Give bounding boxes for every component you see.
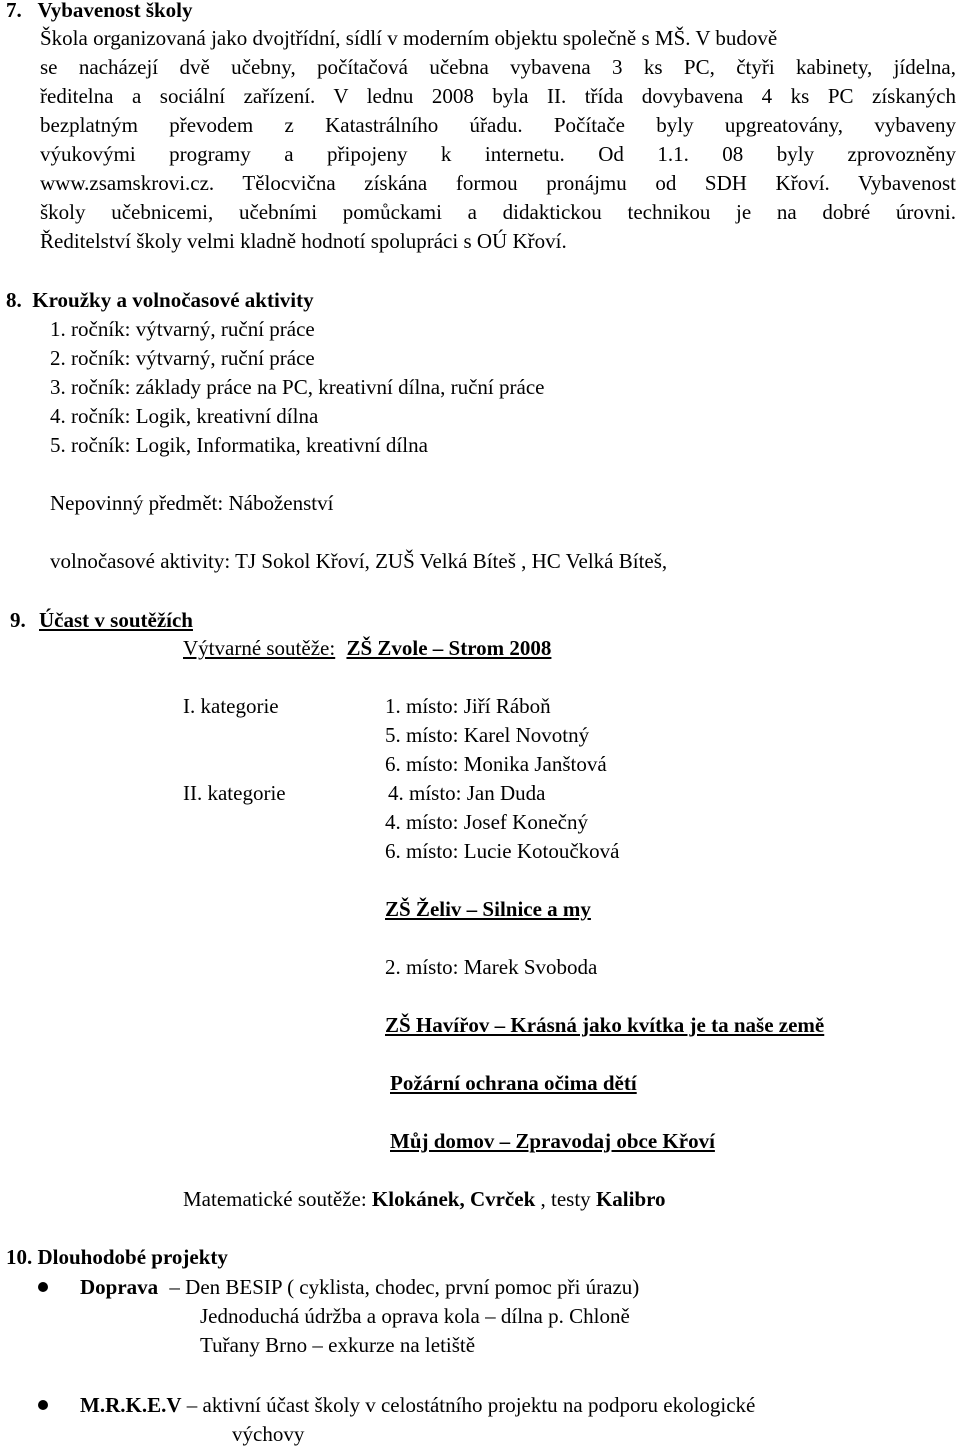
project-1-title: Doprava <box>80 1275 159 1299</box>
result-row: 2. místo: Marek Svoboda <box>385 955 598 979</box>
result-row: 4. místo: Josef Konečný <box>385 810 588 834</box>
section-9-heading <box>10 606 193 635</box>
section-7-line-1: Škola organizovaná jako dvojtřídní, sídlí v moderním objektu společně s MŠ. V budově <box>40 26 778 50</box>
leisure-activities: volnočasové aktivity: TJ Sokol Křoví, ZUŠ Velká Bíteš , HC Velká Bíteš, <box>50 549 668 573</box>
project-1-line <box>80 1273 639 1302</box>
project-2-detail: výchovy <box>232 1422 305 1446</box>
project-2-desc: – aktivní účast školy v celostátního projektu na podporu ekologické <box>181 1393 756 1417</box>
activity-item-3: 3. ročník: základy práce na PC, kreativní dílna, ruční práce <box>50 375 545 399</box>
activity-item-5: 5. ročník: Logik, Informatika, kreativní dílna <box>50 433 428 457</box>
section-9-title: Účast v soutěžích <box>39 608 193 632</box>
competition-title: Můj domov – Zpravodaj obce Křoví <box>390 1129 715 1153</box>
optional-subject: Nepovinný předmět: Náboženství <box>50 491 334 515</box>
math-separator: , testy <box>535 1187 596 1211</box>
project-1-detail: Tuřany Brno – exkurze na letiště <box>200 1333 476 1357</box>
competition-title: Požární ochrana očima dětí <box>390 1071 637 1095</box>
activity-item-4: 4. ročník: Logik, kreativní dílna <box>50 404 319 428</box>
math-competition-test: Kalibro <box>595 1187 666 1211</box>
section-7-line-3: ředitelna a sociální zařízení. V lednu 2008 byla II. třída dovybavena 4 ks PC získaných <box>40 84 956 108</box>
category-2-label: II. kategorie <box>183 781 286 805</box>
category-1-label: I. kategorie <box>183 694 279 718</box>
activity-item-1: 1. ročník: výtvarný, ruční práce <box>50 317 315 341</box>
math-competitions-label: Matematické soutěže: <box>183 1187 372 1211</box>
section-7-line-8: Ředitelství školy velmi kladně hodnotí spolupráci s OÚ Křoví. <box>40 229 567 253</box>
section-7-line-4: bezplatným převodem z Katastrálního úřadu. Počítače byly upgreatovány, vybaveny <box>40 113 956 137</box>
activity-item-2: 2. ročník: výtvarný, ruční práce <box>50 346 315 370</box>
section-9-number: 9. <box>10 608 26 632</box>
project-2-title: M.R.K.E.V <box>80 1393 182 1417</box>
bullet-icon <box>38 1400 48 1410</box>
section-8-heading: 8. Kroužky a volnočasové aktivity <box>6 288 314 312</box>
competition-title: ZŠ Zvole – Strom 2008 <box>346 636 552 660</box>
section-7-line-6: www.zsamskrovi.cz. Tělocvična získána formou pronájmu od SDH Křoví. Vybavenost <box>40 171 956 195</box>
section-10-heading: 10. Dlouhodobé projekty <box>6 1245 228 1269</box>
art-competitions-label: Výtvarné soutěže: <box>183 636 336 660</box>
section-7-line-2: se nacházejí dvě učebny, počítačová učebna vybavena 3 ks PC, čtyři kabinety, jídelna, <box>40 55 956 79</box>
project-1-detail: Jednoduchá údržba a oprava kola – dílna p. Chloně <box>200 1304 630 1328</box>
competition-title: ZŠ Havířov – Krásná jako kvítka je ta naše země <box>385 1013 825 1037</box>
project-1-desc: – Den BESIP ( cyklista, chodec, první pomoc při úrazu) <box>164 1275 640 1299</box>
section-7-heading: 7. Vybavenost školy <box>6 0 193 22</box>
competition-title: ZŠ Želiv – Silnice a my <box>385 897 591 921</box>
result-row: 1. místo: Jiří Ráboň <box>385 694 551 718</box>
result-row: 4. místo: Jan Duda <box>388 781 546 805</box>
project-2-line <box>80 1391 755 1420</box>
art-competitions-line <box>183 634 551 663</box>
math-competitions-line <box>183 1185 666 1214</box>
bullet-icon <box>38 1282 48 1292</box>
section-7-line-5: výukovými programy a připojeny k internetu. Od 1.1. 08 byly zprovozněny <box>40 142 956 166</box>
section-7-line-7: školy učebnicemi, učebními pomůckami a didaktickou technikou je na dobré úrovni. <box>40 200 956 224</box>
math-competition-names: Klokánek, Cvrček <box>371 1187 536 1211</box>
result-row: 6. místo: Lucie Kotoučková <box>385 839 620 863</box>
result-row: 6. místo: Monika Janštová <box>385 752 607 776</box>
result-row: 5. místo: Karel Novotný <box>385 723 590 747</box>
